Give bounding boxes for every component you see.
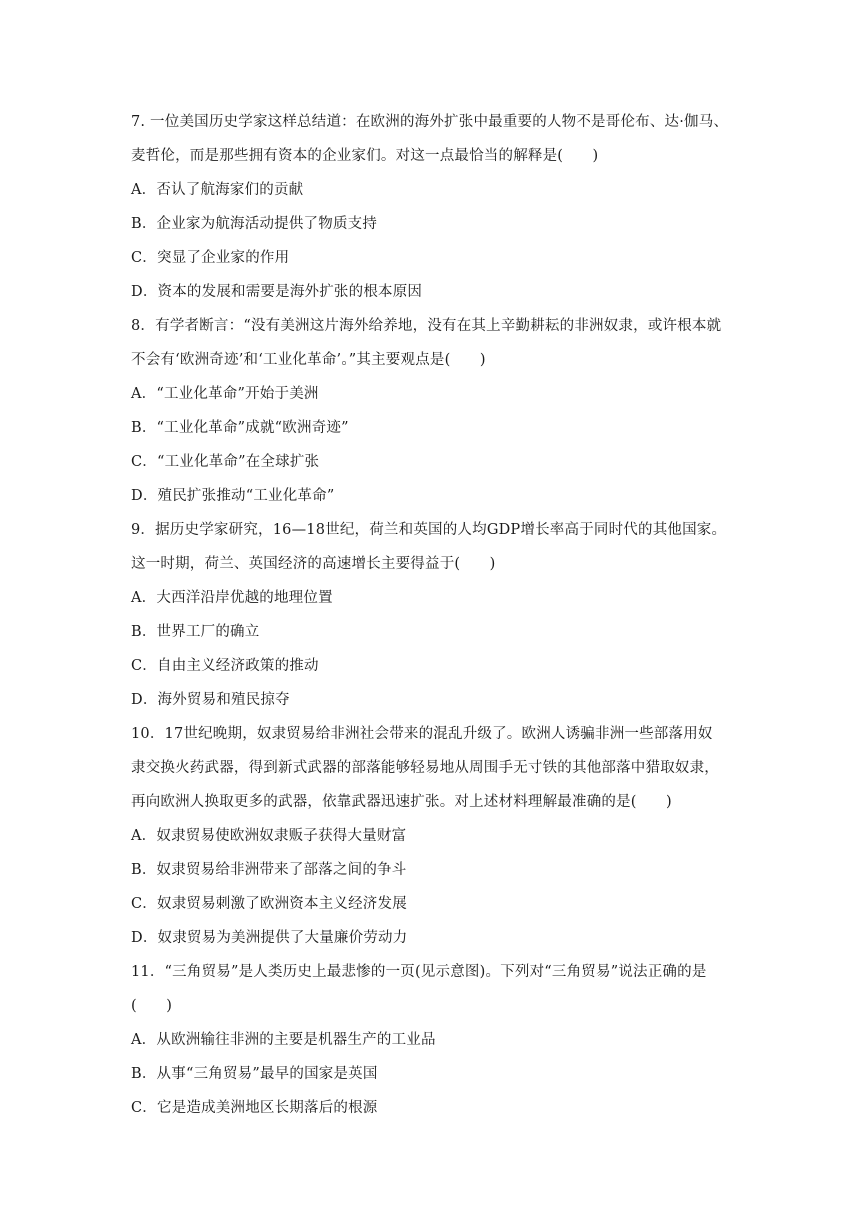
question-7 bbox=[131, 105, 731, 309]
question-9 bbox=[131, 513, 731, 717]
option-c: C．“工业化革命”在全球扩张 bbox=[131, 454, 320, 470]
question-stem-line: 麦哲伦，而是那些拥有资本的企业家们。对这一点最恰当的解释是( ) bbox=[131, 148, 599, 164]
question-stem-line: 11．“三角贸易”是人类历史上最悲惨的一页(见示意图)。下列对“三角贸易”说法正确的是 bbox=[131, 964, 707, 980]
option-c: C．突显了企业家的作用 bbox=[131, 250, 290, 266]
option-b: B．“工业化革命”成就“欧洲奇迹” bbox=[131, 420, 349, 436]
question-stem-line: 10．17世纪晚期，奴隶贸易给非洲社会带来的混乱升级了。欧洲人诱骗非洲一些部落用奴 bbox=[131, 726, 713, 742]
question-8 bbox=[131, 309, 731, 513]
option-c: C．自由主义经济政策的推动 bbox=[131, 658, 319, 674]
option-c: C．奴隶贸易刺激了欧洲资本主义经济发展 bbox=[131, 896, 407, 912]
option-d: D．奴隶贸易为美洲提供了大量廉价劳动力 bbox=[131, 930, 408, 946]
option-a: A．大西洋沿岸优越的地理位置 bbox=[131, 590, 333, 606]
option-a: A．奴隶贸易使欧洲奴隶贩子获得大量财富 bbox=[131, 828, 407, 844]
option-c: C．它是造成美洲地区长期落后的根源 bbox=[131, 1100, 378, 1116]
option-a: A．“工业化革命”开始于美洲 bbox=[131, 386, 319, 402]
question-stem-line: 9．据历史学家研究，16—18世纪，荷兰和英国的人均GDP增长率高于同时代的其他国家。 bbox=[131, 522, 727, 538]
question-stem-line: 8．有学者断言：“没有美洲这片海外给养地，没有在其上辛勤耕耘的非洲奴隶，或许根本就 bbox=[131, 318, 722, 334]
question-stem-line: 不会有‘欧洲奇迹’和‘工业化革命’。”其主要观点是( ) bbox=[131, 352, 486, 368]
option-b: B．企业家为航海活动提供了物质支持 bbox=[131, 216, 378, 232]
question-11 bbox=[131, 955, 731, 1125]
option-b: B．从事“三角贸易”最早的国家是英国 bbox=[131, 1066, 378, 1082]
question-stem-line: 这一时期，荷兰、英国经济的高速增长主要得益于( ) bbox=[131, 556, 496, 572]
option-d: D．海外贸易和殖民掠夺 bbox=[131, 692, 290, 708]
option-b: B．奴隶贸易给非洲带来了部落之间的争斗 bbox=[131, 862, 407, 878]
question-stem-line: 隶交换火药武器，得到新式武器的部落能够轻易地从周围手无寸铁的其他部落中猎取奴隶， bbox=[131, 760, 719, 776]
document-page bbox=[131, 105, 731, 1125]
option-d: D．资本的发展和需要是海外扩张的根本原因 bbox=[131, 284, 423, 300]
question-stem-line: 7. 一位美国历史学家这样总结道：在欧洲的海外扩张中最重要的人物不是哥伦布、达·伽马、 bbox=[131, 114, 729, 130]
option-a: A．否认了航海家们的贡献 bbox=[131, 182, 304, 198]
question-10 bbox=[131, 717, 731, 955]
question-stem-line: ( ) bbox=[131, 998, 173, 1014]
option-b: B．世界工厂的确立 bbox=[131, 624, 260, 640]
option-d: D．殖民扩张推动“工业化革命” bbox=[131, 488, 335, 504]
question-stem-line: 再向欧洲人换取更多的武器，依靠武器迅速扩张。对上述材料理解最准确的是( ) bbox=[131, 794, 672, 810]
option-a: A．从欧洲输往非洲的主要是机器生产的工业品 bbox=[131, 1032, 436, 1048]
